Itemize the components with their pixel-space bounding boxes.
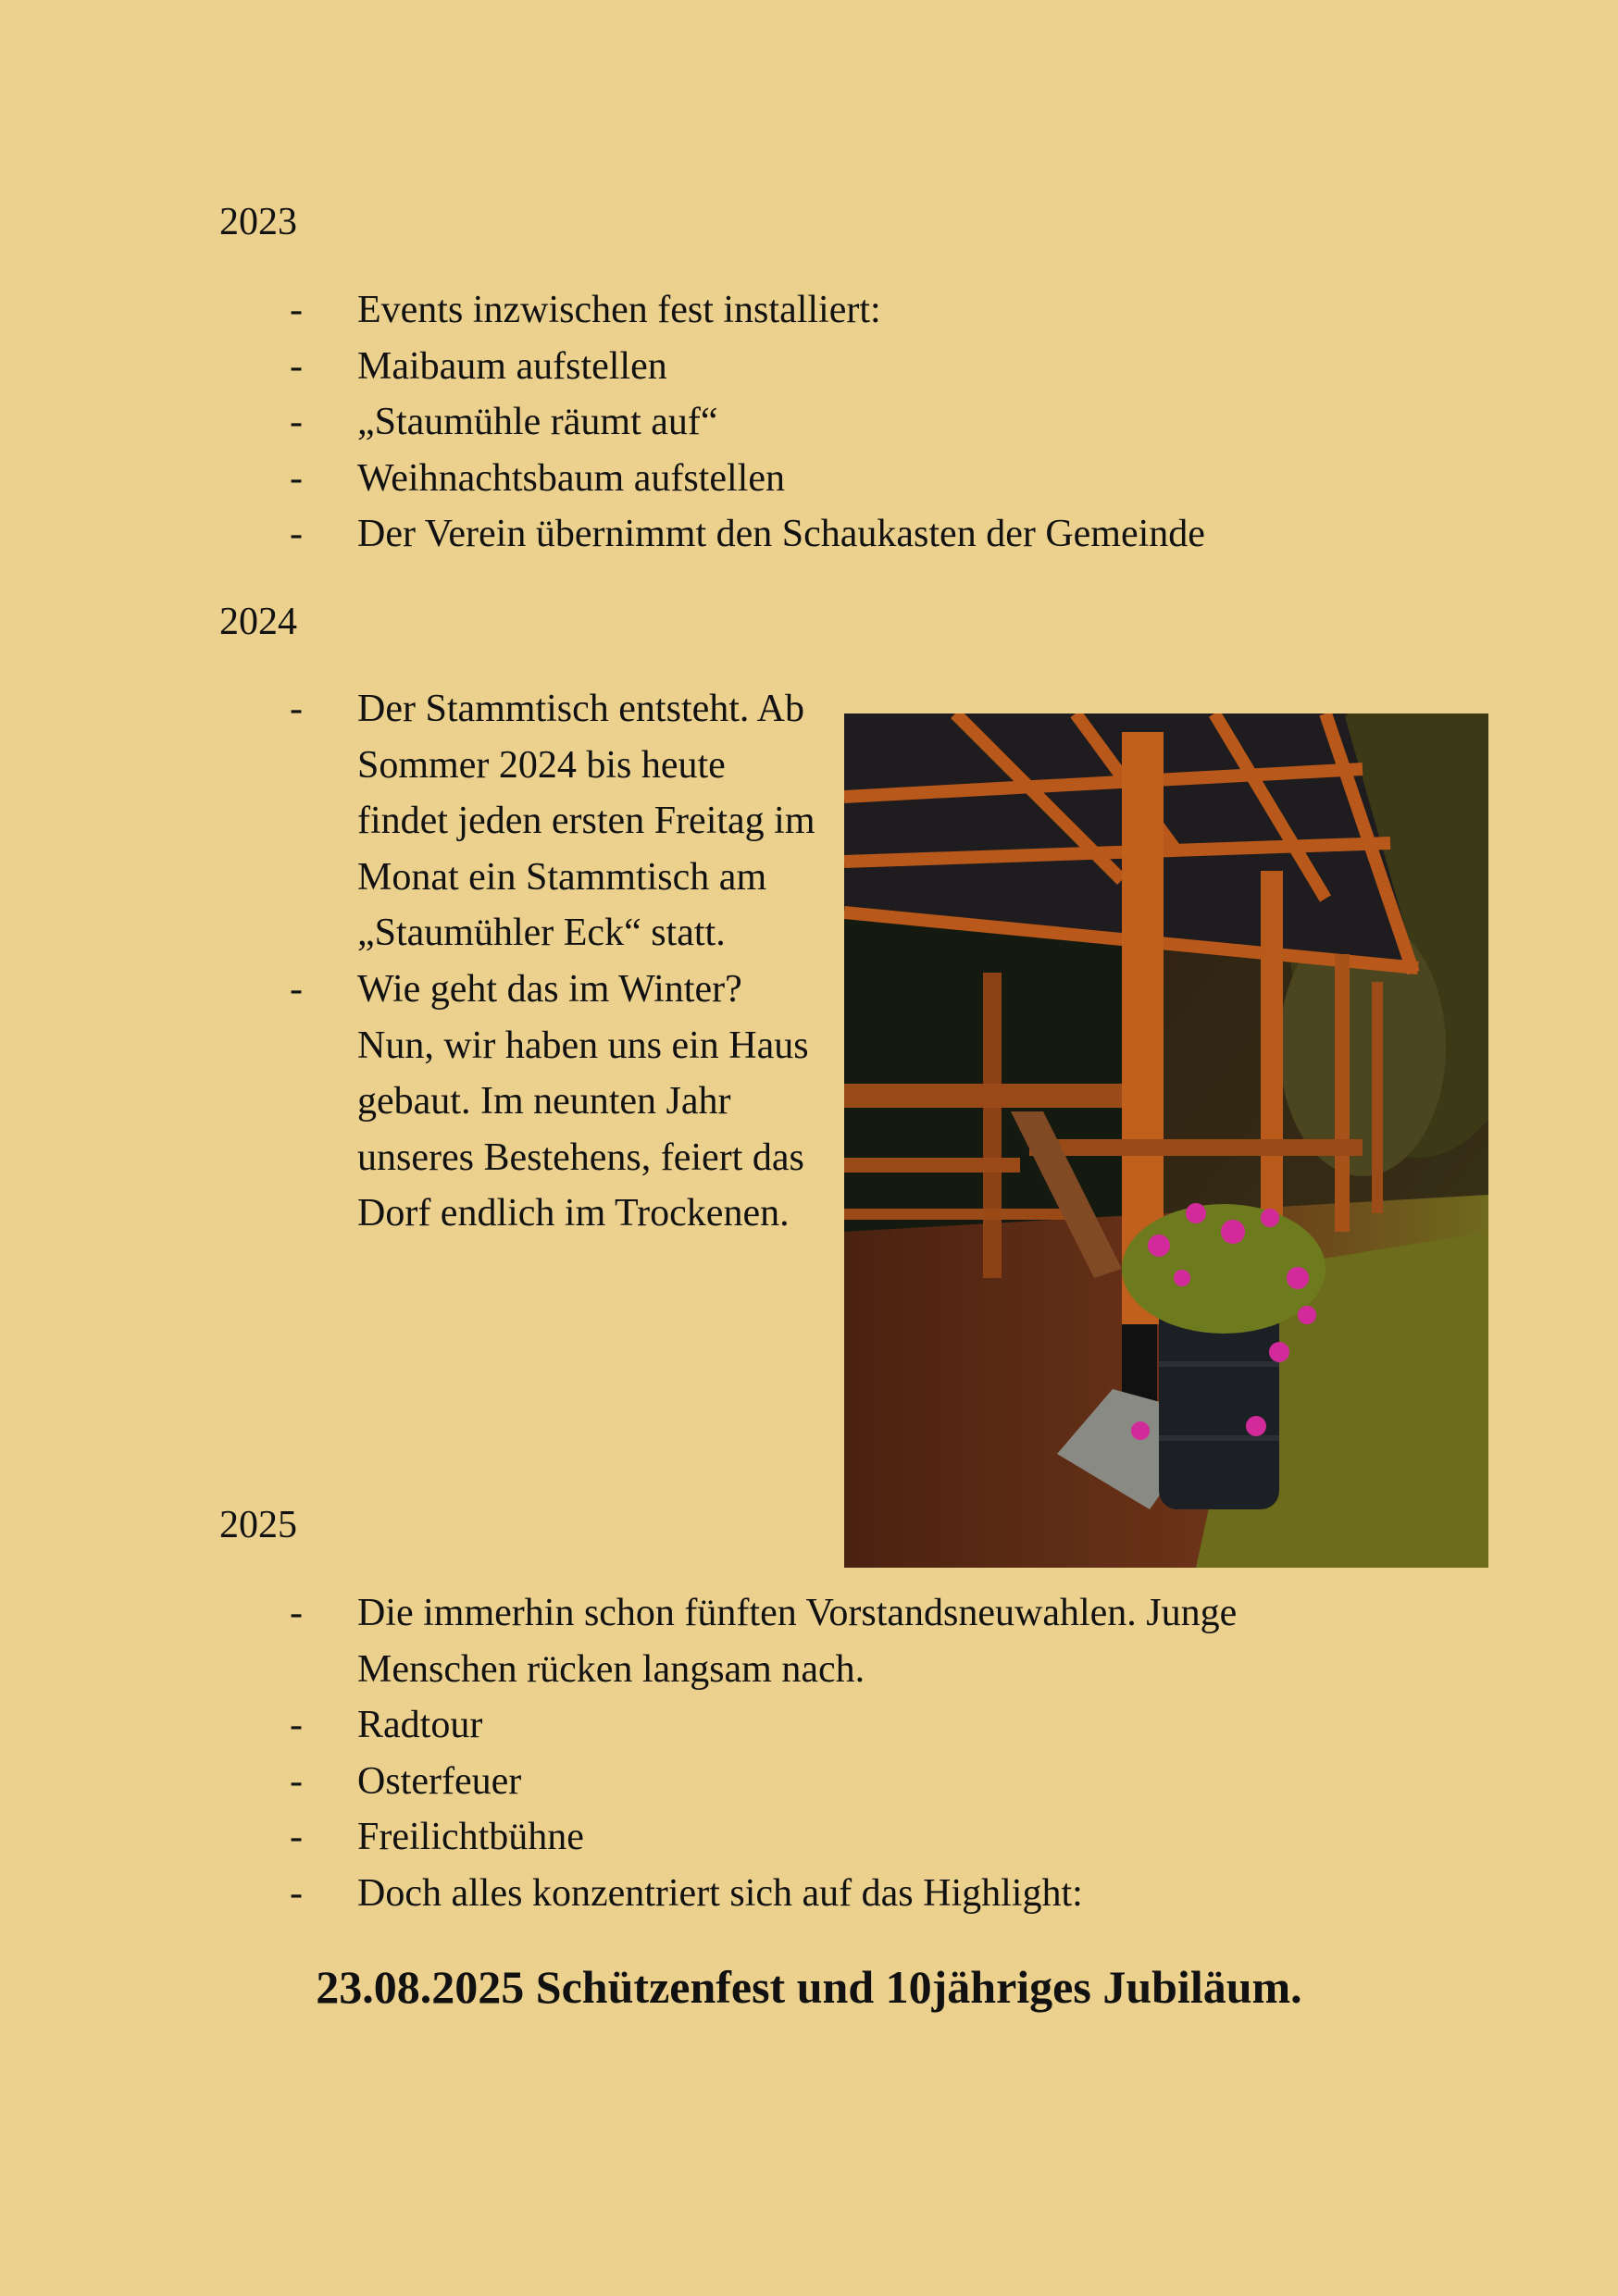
list-item: - Wie geht das im Winter? Nun, wir haben uns ein Haus gebaut. Im neunten Jahr unseres Bestehens, feiert das Dorf endlich im Trockenen. xyxy=(0,962,820,1242)
list-item: - „Staumühle räumt auf“ xyxy=(0,394,1403,451)
list-item: - Der Stammtisch entsteht. Ab Sommer 2024 bis heute findet jeden ersten Freitag im Monat ein Stammtisch am „Staumühler Eck“ statt. xyxy=(0,681,820,962)
list-item: - Doch alles konzentriert sich auf das Highlight: xyxy=(0,1866,1403,1922)
list-2025 xyxy=(0,1585,1403,1922)
list-2023 xyxy=(0,282,1403,563)
list-2024 xyxy=(0,681,820,1242)
list-item: - Die immerhin schon fünften Vorstandsneuwahlen. Junge Menschen rücken langsam nach. xyxy=(0,1585,1403,1697)
bullet-dash: - xyxy=(290,289,303,331)
year-heading-2023: 2023 xyxy=(219,201,297,243)
bullet-dash: - xyxy=(290,401,303,444)
list-item: - Maibaum aufstellen xyxy=(0,339,1403,395)
bullet-dash: - xyxy=(290,1704,303,1747)
bullet-dash: - xyxy=(290,344,303,388)
year-heading-2024: 2024 xyxy=(219,601,297,643)
bullet-dash: - xyxy=(290,1592,303,1634)
bullet-dash: - xyxy=(290,513,303,556)
list-item: - Events inzwischen fest installiert: xyxy=(0,282,1403,339)
list-item: - Weihnachtsbaum aufstellen xyxy=(0,451,1403,507)
year-heading-2025: 2025 xyxy=(219,1504,297,1546)
list-item: - Osterfeuer xyxy=(0,1754,1403,1810)
highlight-heading: 23.08.2025 Schützenfest und 10jähriges Jubiläum. xyxy=(316,1961,1302,2013)
list-item: - Freilichtbühne xyxy=(0,1809,1403,1866)
bullet-dash: - xyxy=(290,456,303,500)
pavilion-photo xyxy=(844,714,1488,1568)
bullet-dash: - xyxy=(290,967,303,1011)
bullet-dash: - xyxy=(290,688,303,730)
pavilion-illustration xyxy=(844,714,1488,1568)
list-item: - Der Verein übernimmt den Schaukasten der Gemeinde xyxy=(0,506,1403,563)
bullet-dash: - xyxy=(290,1871,303,1915)
bullet-dash: - xyxy=(290,1816,303,1859)
bullet-dash: - xyxy=(290,1759,303,1803)
list-item: - Radtour xyxy=(0,1697,1403,1754)
